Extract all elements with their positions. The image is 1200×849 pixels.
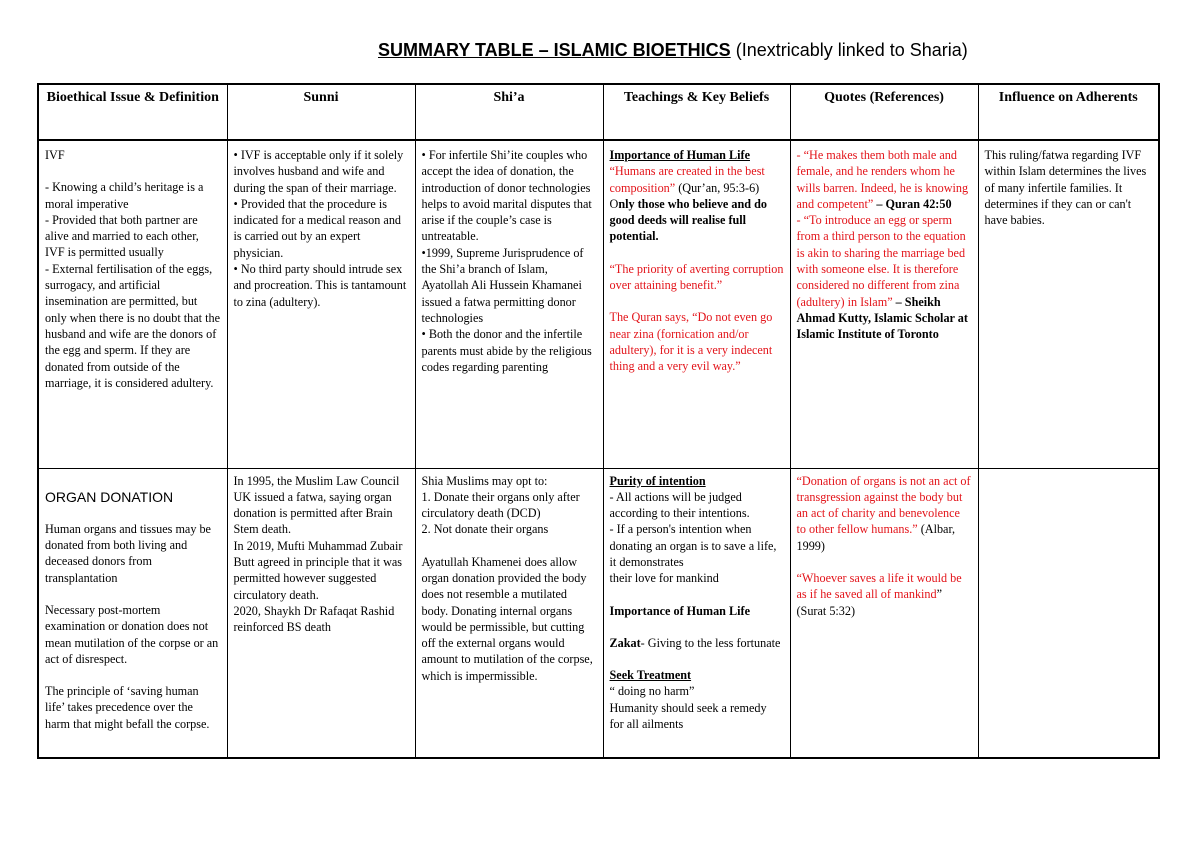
ivf-issue-cell xyxy=(38,140,227,468)
organ-quotes-cell xyxy=(790,468,978,758)
ivf-quote1 xyxy=(797,147,972,212)
ivf-shia-line: • For infertile Shi’ite couples who accept the idea of donation, the introduction of donor technologies helps to avoid marital disputes that arise if the couple’s case is untreatable. xyxy=(421,148,592,244)
ivf-quote2-text: - “To introduce an egg or sperm from a third person to the equation is akin to sharing the marriage bed with someone else. It is therefore considered no different from zina (adultery) in Islam” xyxy=(796,213,966,309)
organ-shia-line: 2. Not donate their organs xyxy=(421,522,549,537)
organ-quote1 xyxy=(797,473,972,554)
ivf-issue-line: - Provided that both partner are alive and married to each other, IVF is permitted usually xyxy=(45,212,199,260)
organ-teach-zakat xyxy=(610,635,784,651)
organ-sunni-line: In 1995, the Muslim Law Council UK issued a fatwa, saying organ donation is permitted after Brain Stem death. xyxy=(233,473,400,537)
organ-shia-cell xyxy=(415,468,603,758)
header-influence: Influence on Adherents xyxy=(978,84,1159,140)
organ-sunni-line: 2020, Shaykh Dr Rafaqat Rashid reinforced BS death xyxy=(233,603,395,635)
ivf-shia-line: •1999, Supreme Jurisprudence of the Shi’a branch of Islam, Ayatollah Ali Hussein Khamanei issued a fatwa permitting donor technologies xyxy=(421,245,584,325)
header-row xyxy=(38,84,1159,140)
ivf-quote2-ref: – Sheikh Ahmad Kutty, Islamic Scholar at Islamic Institute of Toronto xyxy=(796,294,968,342)
table-row-organ xyxy=(38,468,1159,758)
summary-table xyxy=(37,83,1160,759)
organ-shia-line: Ayatullah Khamenei does allow organ donation provided the body does not resemble a mutilated body. Donating internal organs would be permissible, but cutting off the external organs would amount to mutilation of the corpse, which is impermissible. xyxy=(421,554,593,683)
ivf-quote1-text: - “He makes them both male and female, and he renders whom he wills barren. Indeed, he is knowing and competent” xyxy=(796,148,969,211)
organ-quote1-ref: (Albar, 1999) xyxy=(796,522,956,553)
organ-teach-line: their love for mankind xyxy=(609,571,719,586)
header-shia: Shi’a xyxy=(415,84,603,140)
organ-issue-line: Human organs and tissues may be donated from both living and deceased donors from transplantation xyxy=(45,521,211,585)
ivf-teach-bold1: nly those who believe and do good deeds will realise full potential. xyxy=(609,196,767,244)
organ-teach-heading1: Purity of intention xyxy=(609,473,706,488)
organ-issue-cell xyxy=(38,468,227,758)
organ-teach-zakat-text: - Giving to the less fortunate xyxy=(640,635,781,650)
ivf-influence-cell xyxy=(978,140,1159,468)
organ-sunni-line: In 2019, Mufti Muhammad Zubair Butt agreed in principle that it was permitted however suggested circulatory death. xyxy=(233,538,403,602)
organ-issue-line: The principle of ‘saving human life’ takes precedence over the harm that might befall the corpse. xyxy=(45,684,210,731)
ivf-teach-quote3: The Quran says, “Do not even go near zina (fornication and/or adultery), for it is a very indecent thing and a very evil way.” xyxy=(609,310,773,374)
organ-teach-line: Humanity should seek a remedy for all ailments xyxy=(609,700,767,732)
ivf-sunni-line: • IVF is acceptable only if it solely involves husband and wife and during the span of their marriage. xyxy=(233,148,404,195)
ivf-influence-text: This ruling/fatwa regarding IVF within Islam determines the lives of many infertile families. It determines if they can or can't have babies. xyxy=(984,148,1147,228)
header-teachings: Teachings & Key Beliefs xyxy=(603,84,790,140)
ivf-shia-line: • Both the donor and the infertile parents must abide by the religious codes regarding parenting xyxy=(421,327,592,374)
organ-quote2-ref: ” (Surat 5:32) xyxy=(796,587,943,618)
organ-shia-line: Shia Muslims may opt to: xyxy=(421,473,548,488)
ivf-teach-heading: Importance of Human Life xyxy=(609,148,750,162)
ivf-issue-title: IVF xyxy=(45,148,65,162)
header-quotes: Quotes (References) xyxy=(790,84,978,140)
organ-quote2-text: “Whoever saves a life it would be as if he saved all of mankind xyxy=(796,570,962,602)
organ-teach-zakat-label: Zakat xyxy=(609,635,641,650)
ivf-sunni-line: • No third party should intrude sex and procreation. This is tantamount to zina (adultery). xyxy=(233,262,407,309)
organ-quote2 xyxy=(797,570,972,619)
header-issue: Bioethical Issue & Definition xyxy=(38,84,227,140)
organ-shia-line: circulatory death (DCD) xyxy=(421,506,541,521)
ivf-issue-line: - External fertilisation of the eggs, surrogacy, and artificial insemination are permitted, but only when there is no doubt that the husband and wife are the donors of the egg and sperm. If they are donated from outside of the marriage, it is considered adultery. xyxy=(45,261,220,390)
organ-teach-line: - If a person's intention when donating an organ is to save a life, it demonstrates xyxy=(609,522,777,569)
organ-teach-line: - All actions will be judged according to their intentions. xyxy=(609,489,750,521)
ivf-teach-ref1: (Qur’an, 95:3-6) O xyxy=(609,180,760,211)
ivf-issue-line: - Knowing a child’s heritage is a moral imperative xyxy=(45,180,204,211)
organ-influence-cell xyxy=(978,468,1159,758)
organ-teach-line: “ doing no harm” xyxy=(609,684,695,699)
table-row-ivf xyxy=(38,140,1159,468)
ivf-teachings-cell xyxy=(603,140,790,468)
organ-quote1-text: “Donation of organs is not an act of transgression against the body but an act of charity and benevolence to other fellow humans.” xyxy=(796,473,971,537)
ivf-quote1-ref: – Quran 42:50 xyxy=(873,196,952,211)
ivf-shia-cell xyxy=(415,140,603,468)
title-sub: (Inextricably linked to Sharia) xyxy=(735,40,968,60)
organ-teach-heading2: Importance of Human Life xyxy=(609,603,750,618)
ivf-teach-quote2: “The priority of averting corruption over attaining benefit.” xyxy=(609,261,784,293)
ivf-teach-quote1: “Humans are created in the best composition” xyxy=(609,164,765,195)
title-main: SUMMARY TABLE – ISLAMIC BIOETHICS xyxy=(378,40,731,60)
page-title xyxy=(378,40,968,61)
organ-teachings-cell xyxy=(603,468,790,758)
ivf-teach-para xyxy=(610,163,784,244)
organ-issue-line: Necessary post-mortem examination or donation does not mean mutilation of the corpse or an act of disrespect. xyxy=(45,602,219,666)
ivf-sunni-line: • Provided that the procedure is indicated for a medical reason and is carried out by an expert physician. xyxy=(233,196,402,260)
header-sunni: Sunni xyxy=(227,84,415,140)
organ-sunni-cell xyxy=(227,468,415,758)
organ-issue-title: ORGAN DONATION xyxy=(45,488,174,505)
organ-teach-heading3: Seek Treatment xyxy=(609,668,692,683)
organ-shia-line: 1. Donate their organs only after xyxy=(421,489,580,504)
ivf-sunni-cell xyxy=(227,140,415,468)
ivf-quotes-cell xyxy=(790,140,978,468)
ivf-quote2 xyxy=(797,212,972,342)
